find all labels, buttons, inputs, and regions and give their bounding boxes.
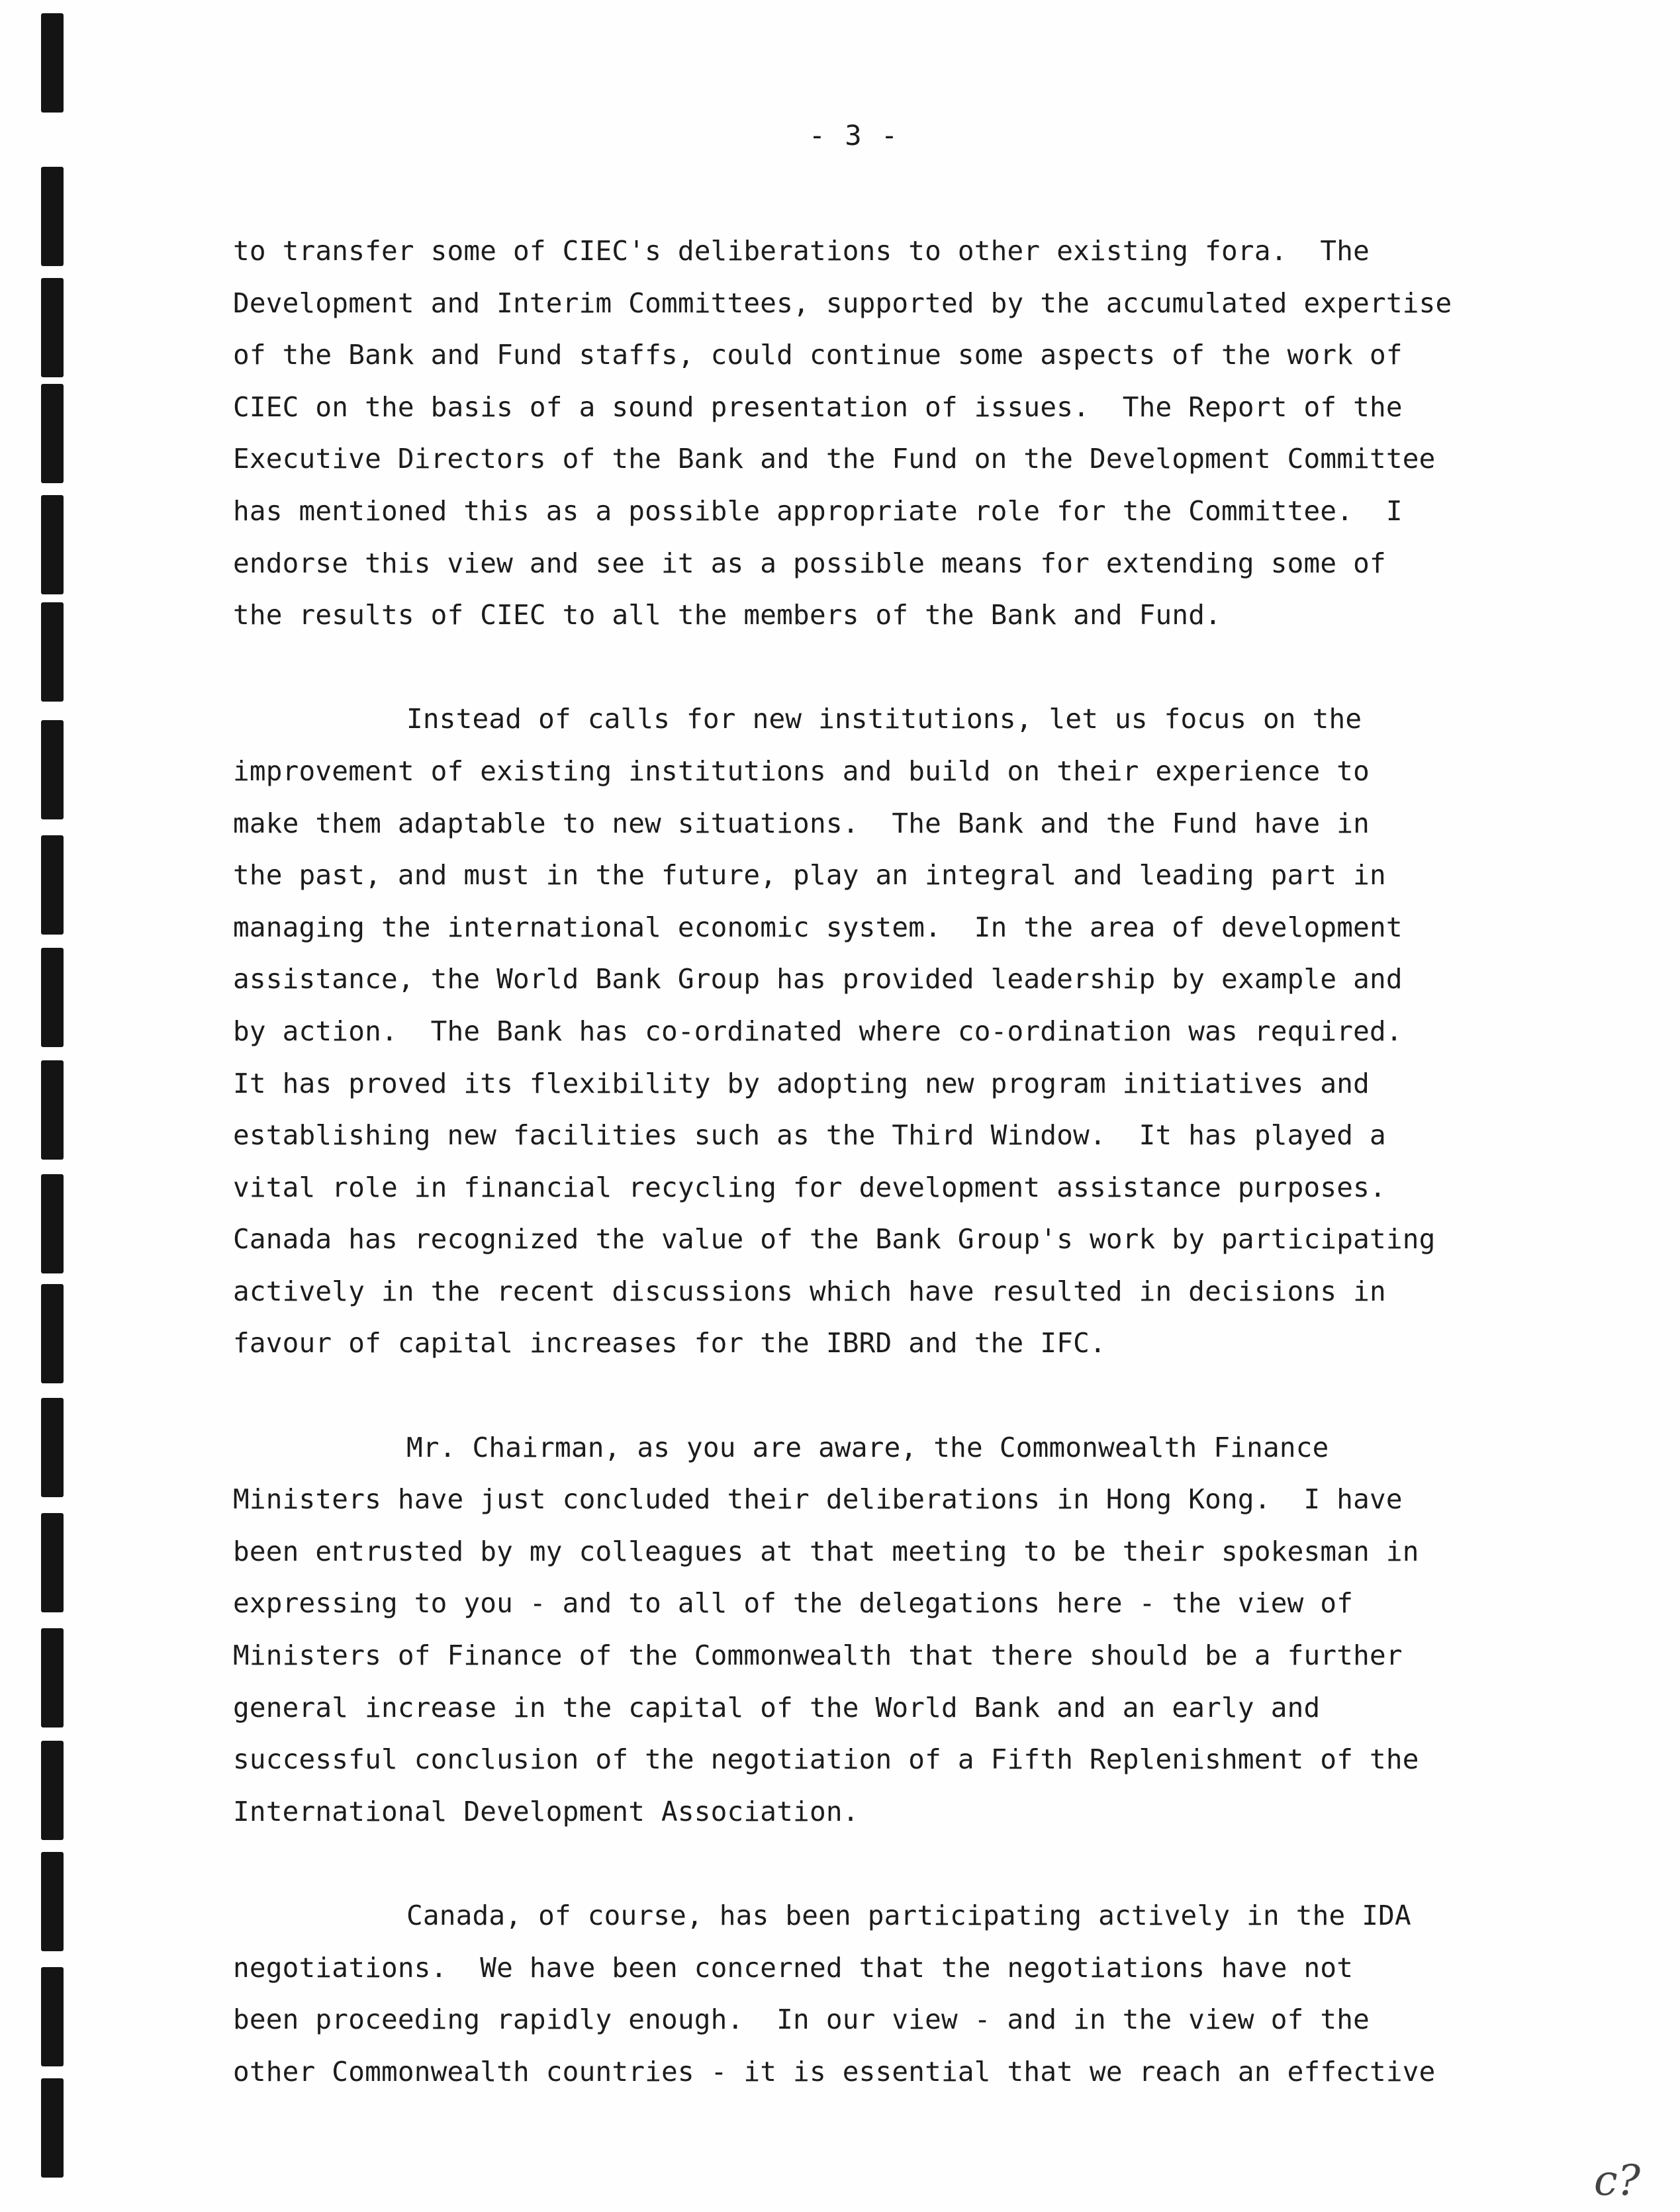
text-line: the past, and must in the future, play an integral and leading part in	[233, 859, 1386, 892]
text-line: favour of capital increases for the IBRD and the IFC.	[233, 1327, 1106, 1359]
binding-mark	[41, 602, 64, 702]
text-line: has mentioned this as a possible appropriate role for the Committee. I	[233, 494, 1403, 527]
text-line: Development and Interim Committees, supported by the accumulated expertise	[233, 287, 1452, 319]
binding-mark	[41, 1174, 64, 1273]
text-line: establishing new facilities such as the Third Window. It has played a	[233, 1119, 1386, 1152]
text-line: expressing to you - and to all of the delegations here - the view of	[233, 1587, 1354, 1620]
binding-mark	[41, 1628, 64, 1728]
text-line: of the Bank and Fund staffs, could continue some aspects of the work of	[233, 339, 1403, 371]
binding-mark	[41, 2078, 64, 2178]
binding-mark	[41, 720, 64, 819]
text-line: been proceeding rapidly enough. In our view - and in the view of the	[233, 2004, 1370, 2036]
text-line: improvement of existing institutions and build on their experience to	[233, 755, 1370, 787]
text-line: make them adaptable to new situations. The Bank and the Fund have in	[233, 807, 1370, 839]
text-line: successful conclusion of the negotiation of a Fifth Replenishment of the	[233, 1743, 1419, 1776]
text-line: by action. The Bank has co-ordinated where co-ordination was required.	[233, 1015, 1403, 1047]
text-line: negotiations. We have been concerned that the negotiations have not	[233, 1951, 1354, 1984]
binding-mark	[41, 1967, 64, 2066]
binding-mark	[41, 1398, 64, 1497]
binding-mark	[41, 835, 64, 935]
binding-mark	[41, 384, 64, 483]
text-line: endorse this view and see it as a possible means for extending some of	[233, 547, 1386, 579]
text-line: managing the international economic system. In the area of development	[233, 911, 1403, 943]
binding-mark	[41, 1741, 64, 1840]
text-line: assistance, the World Bank Group has provided leadership by example and	[233, 963, 1403, 995]
binding-mark	[41, 1060, 64, 1160]
text-line: Ministers have just concluded their deliberations in Hong Kong. I have	[233, 1483, 1403, 1516]
text-line: Ministers of Finance of the Commonwealth that there should be a further	[233, 1639, 1403, 1672]
binding-mark	[41, 495, 64, 594]
text-line: Canada, of course, has been participating actively in the IDA	[406, 1900, 1411, 1931]
text-line: to transfer some of CIEC's deliberations to other existing fora. The	[233, 235, 1370, 267]
text-line: other Commonwealth countries - it is essential that we reach an effective	[233, 2055, 1436, 2088]
text-line: Mr. Chairman, as you are aware, the Commonwealth Finance	[406, 1431, 1329, 1463]
paragraph-2	[233, 693, 1530, 1369]
binding-mark	[41, 1852, 64, 1951]
text-line: It has proved its flexibility by adopting new program initiatives and	[233, 1067, 1370, 1099]
text-line: the results of CIEC to all the members of the Bank and Fund.	[233, 599, 1222, 631]
binding-mark	[41, 1284, 64, 1383]
binding-mark	[41, 167, 64, 266]
text-line: Executive Directors of the Bank and the Fund on the Development Committee	[233, 443, 1436, 475]
text-line: general increase in the capital of the World Bank and an early and	[233, 1691, 1321, 1724]
binding-mark	[41, 948, 64, 1047]
binding-margin-marks	[41, 0, 68, 2212]
text-line: vital role in financial recycling for development assistance purposes.	[233, 1171, 1386, 1203]
text-line: Instead of calls for new institutions, let us focus on the	[406, 703, 1362, 735]
binding-mark	[41, 13, 64, 113]
text-line: International Development Association.	[233, 1795, 859, 1827]
paragraph-4	[233, 1890, 1530, 2097]
binding-mark	[41, 278, 64, 377]
text-line: been entrusted by my colleagues at that meeting to be their spokesman in	[233, 1535, 1419, 1567]
page-number: - 3 -	[808, 119, 900, 152]
text-line: Canada has recognized the value of the Bank Group's work by participating	[233, 1223, 1436, 1256]
text-line: CIEC on the basis of a sound presentation of issues. The Report of the	[233, 391, 1403, 423]
paragraph-3	[233, 1422, 1530, 1838]
handwritten-mark: c?	[1593, 2156, 1640, 2205]
text-line: actively in the recent discussions which have resulted in decisions in	[233, 1275, 1386, 1307]
paragraph-1	[233, 225, 1530, 641]
document-body	[233, 225, 1530, 2097]
binding-mark	[41, 1513, 64, 1612]
